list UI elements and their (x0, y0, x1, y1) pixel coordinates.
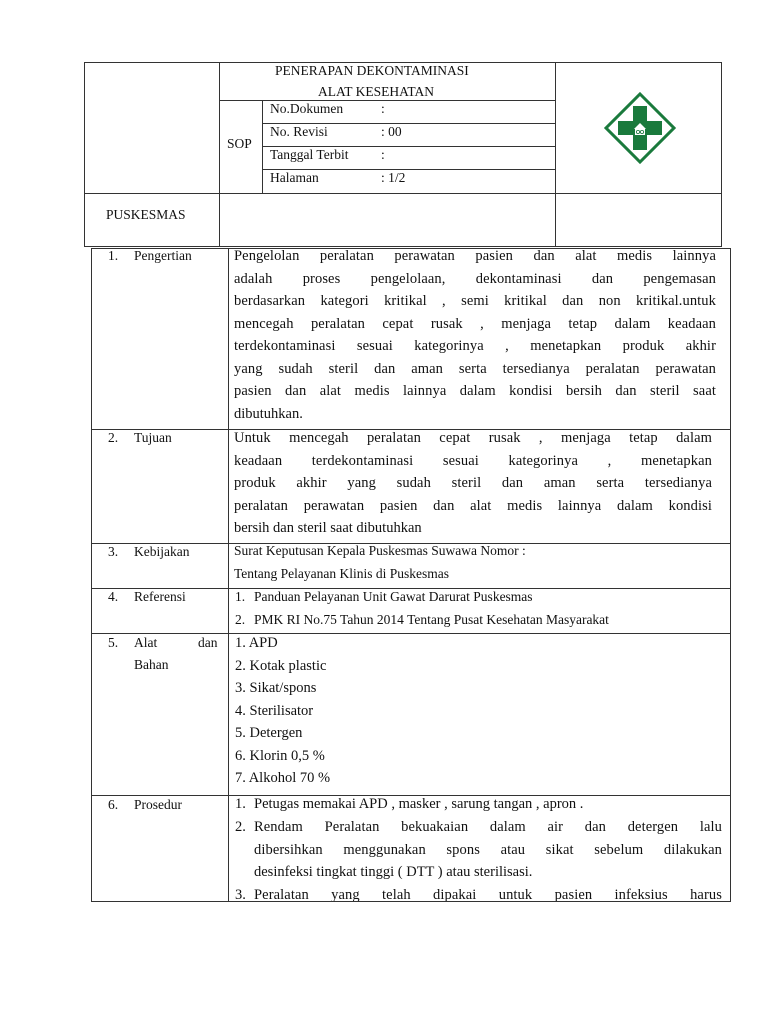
row-number: 4. (108, 589, 119, 604)
row-number: 2. (108, 430, 119, 445)
meta-terbit-value: : (381, 147, 385, 162)
kebijakan-line: Surat Keputusan Kepala Puskesmas Suwawa Nomor : (234, 543, 526, 558)
row-title: Bahan (134, 657, 169, 672)
list-item: 5. Detergen (235, 725, 303, 741)
row-number: 1. (108, 248, 119, 263)
doc-title-line1: PENERAPAN DEKONTAMINASI (275, 63, 469, 78)
list-item-number: 2. (235, 612, 246, 627)
list-item: 2. Kotak plastic (235, 657, 327, 674)
list-item: 6. Klorin 0,5 % (235, 747, 325, 764)
row-title: Tujuan (134, 430, 172, 445)
kebijakan-line: Tentang Pelayanan Klinis di Puskesmas (234, 566, 450, 581)
puskesmas-logo-icon (604, 92, 676, 164)
list-item: 4. Sterilisator (235, 702, 314, 719)
row-number: 6. (108, 797, 119, 812)
puskesmas-label: PUSKESMAS (106, 207, 186, 222)
prosedur-step: Peralatan yang telah dipakai untuk pasien infeksius harus (254, 887, 722, 901)
tujuan-text: Untuk mencegah peralatan cepat rusak , menjaga tetap dalam keadaan terdekontaminasi sesuai kategorinya , menetapkan produk akhir yang sudah steril dan aman serta tersedianya peralatan perawatan pasien dan alat medis lainnya dalam kondisi bersih dan steril saat dibutuhkan (234, 430, 712, 536)
row-title: Alat (134, 635, 158, 650)
meta-terbit-label: Tanggal Terbit (270, 147, 349, 162)
row-title: Prosedur (134, 797, 182, 812)
meta-doc-label: No.Dokumen (270, 101, 344, 116)
sop-label: SOP (227, 136, 252, 151)
row-number: 5. (108, 635, 119, 650)
step-number: 2. (235, 819, 246, 835)
row-number: 3. (108, 544, 119, 559)
meta-doc-value: : (381, 101, 385, 116)
row-title: Pengertian (134, 248, 192, 263)
prosedur-step: Petugas memakai APD , masker , sarung tangan , apron . (254, 796, 584, 812)
alat-bahan-list (235, 632, 330, 790)
prosedur-step: Rendam Peralatan bekuakaian dalam air dan detergen lalu dibersihkan menggunakan spons atau sikat sebelum dilakukan desinfeksi tingkat tinggi ( DTT ) atau sterilisasi. (254, 819, 722, 880)
step-number: 1. (235, 796, 246, 812)
referensi-item: Panduan Pelayanan Unit Gawat Darurat Puskesmas (254, 589, 533, 604)
meta-halaman-label: Halaman (270, 170, 319, 185)
meta-revisi-label: No. Revisi (270, 124, 328, 139)
list-item: 1. APD (235, 635, 278, 651)
step-number: 3. (235, 887, 246, 903)
meta-revisi-value: : 00 (381, 124, 402, 139)
list-item: 3. Sikat/spons (235, 680, 317, 696)
row-title: Kebijakan (134, 544, 190, 559)
doc-title-line2: ALAT KESEHATAN (318, 84, 435, 99)
list-item: 7. Alkohol 70 % (235, 770, 331, 786)
meta-halaman-value: : 1/2 (381, 170, 406, 185)
referensi-item: PMK RI No.75 Tahun 2014 Tentang Pusat Kesehatan Masyarakat (254, 612, 609, 627)
pengertian-text: Pengelolan peralatan perawatan pasien dan alat medis lainnya adalah proses pengelolaan, dekontaminasi dan pengemasan berdasarkan kategori kritikal , semi kritikal dan non kritikal.untuk mencegah peralatan cepat rusak , menjaga tetap dalam keadaan terdekontaminasi sesuai kategorinya , menetapkan produk akhir yang sudah steril dan aman serta tersedianya peralatan perawatan pasien dan alat medis lainnya dalam kondisi bersih dan steril saat dibutuhkan. (234, 248, 716, 422)
list-item-number: 1. (235, 589, 246, 604)
row-title: Referensi (134, 589, 186, 604)
row-title: dan (198, 635, 218, 650)
